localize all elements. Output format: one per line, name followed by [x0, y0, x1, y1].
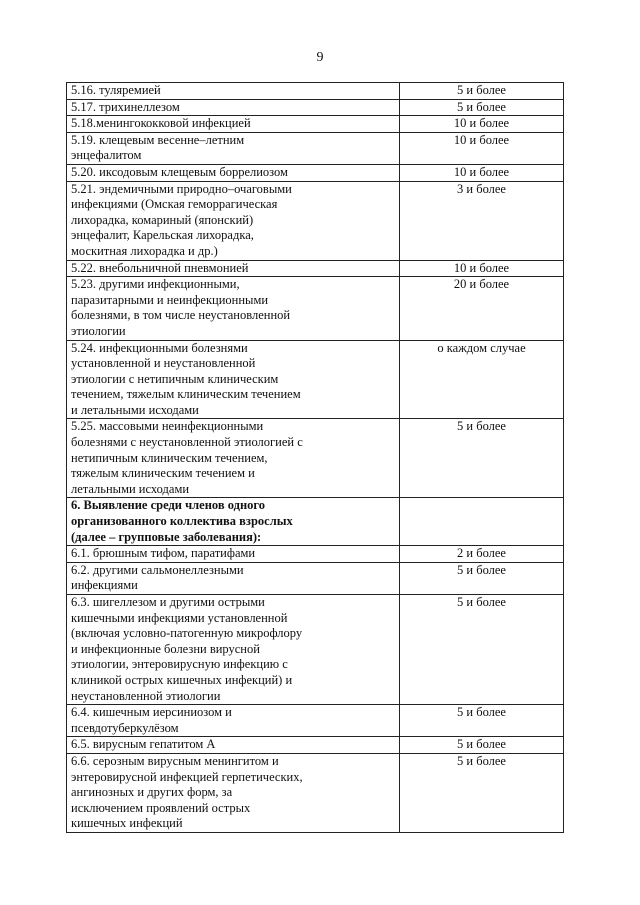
notification-criteria-table	[66, 82, 564, 833]
disease-label-cell: 6.1. брюшным тифом, паратифами	[67, 546, 400, 563]
threshold-value: 5 и более	[457, 705, 506, 720]
table-row	[67, 164, 564, 181]
threshold-value: о каждом случае	[437, 340, 526, 355]
threshold-value: 5 и более	[457, 737, 506, 752]
threshold-cell	[400, 132, 564, 164]
page-number: 9	[316, 50, 324, 65]
table-row	[67, 83, 564, 100]
disease-label-cell: 5.22. внебольничной пневмонией	[67, 260, 400, 277]
threshold-value: 3 и более	[457, 181, 506, 196]
section-heading-cell: 6. Выявление среди членов одного организованного коллектива взрослых (далее – групповые заболевания):	[67, 498, 400, 546]
table-row	[67, 498, 564, 546]
table-row	[67, 340, 564, 419]
threshold-value: 5 и более	[457, 753, 506, 768]
table-row	[67, 737, 564, 754]
table-row	[67, 181, 564, 260]
threshold-cell	[400, 181, 564, 260]
threshold-value: 5 и более	[457, 99, 506, 114]
threshold-cell	[400, 419, 564, 498]
table-row	[67, 132, 564, 164]
table-row	[67, 595, 564, 705]
table-row	[67, 753, 564, 832]
threshold-value: 2 и более	[457, 546, 506, 561]
disease-label-cell: 6.6. серозным вирусным менингитом и энтеровирусной инфекцией герпетических, ангинозных и других форм, за исключением проявлений острых кишечных инфекций	[67, 753, 400, 832]
disease-label-cell: 6.5. вирусным гепатитом А	[67, 737, 400, 754]
table-body	[67, 83, 564, 833]
table-row	[67, 705, 564, 737]
threshold-cell	[400, 116, 564, 133]
threshold-cell	[400, 737, 564, 754]
table-row	[67, 116, 564, 133]
threshold-cell	[400, 562, 564, 594]
disease-label-cell: 6.3. шигеллезом и другими острыми кишечными инфекциями установленной (включая условно-патогенную микрофлору и инфекционные болезни вирусной этиологии, энтеровирусную инфекцию с клиникой острых кишечных инфекций) и неустановленной этиологии	[67, 595, 400, 705]
table-row	[67, 260, 564, 277]
threshold-value: 10 и более	[453, 116, 510, 131]
disease-label-cell: 5.16. туляремией	[67, 83, 400, 100]
table-row	[67, 99, 564, 116]
threshold-cell	[400, 277, 564, 340]
table-row	[67, 419, 564, 498]
disease-label-cell: 6.4. кишечным иерсиниозом и псевдотуберкулёзом	[67, 705, 400, 737]
threshold-cell	[400, 546, 564, 563]
disease-label-cell: 5.21. эндемичными природно–очаговыми инфекциями (Омская геморрагическая лихорадка, комариный (японский) энцефалит, Карельская лихорадка, москитная лихорадка и др.)	[67, 181, 400, 260]
threshold-value: 5 и более	[457, 419, 506, 434]
threshold-value: 10 и более	[453, 164, 510, 179]
threshold-cell	[400, 99, 564, 116]
threshold-value: 10 и более	[453, 260, 510, 275]
disease-label-cell: 5.17. трихинеллезом	[67, 99, 400, 116]
disease-label-cell: 5.25. массовыми неинфекционными болезнями с неустановленной этиологией с нетипичным клиническим течением, тяжелым клиническим течением и летальными исходами	[67, 419, 400, 498]
disease-label-cell: 5.24. инфекционными болезнями установленной и неустановленной этиологии с нетипичным клиническим течением, тяжелым клиническим течением и летальными исходами	[67, 340, 400, 419]
threshold-cell	[400, 260, 564, 277]
threshold-value: 10 и более	[453, 132, 510, 147]
threshold-cell	[400, 498, 564, 546]
table-row	[67, 277, 564, 340]
threshold-value: 5 и более	[457, 562, 506, 577]
threshold-value: 20 и более	[453, 277, 510, 292]
threshold-cell	[400, 595, 564, 705]
disease-label-cell: 6.2. другими сальмонеллезными инфекциями	[67, 562, 400, 594]
threshold-cell	[400, 705, 564, 737]
table-row	[67, 546, 564, 563]
threshold-value: 5 и более	[457, 595, 506, 609]
disease-label-cell: 5.18.менингококковой инфекцией	[67, 116, 400, 133]
threshold-cell	[400, 340, 564, 419]
threshold-cell	[400, 83, 564, 100]
threshold-cell	[400, 753, 564, 832]
threshold-value: 5 и более	[457, 83, 506, 97]
disease-label-cell: 5.23. другими инфекционными, паразитарными и неинфекционными болезнями, в том числе неустановленной этиологии	[67, 277, 400, 340]
disease-label-cell: 5.20. иксодовым клещевым боррелиозом	[67, 164, 400, 181]
table-row	[67, 562, 564, 594]
threshold-cell	[400, 164, 564, 181]
disease-label-cell: 5.19. клещевым весенне–летним энцефалитом	[67, 132, 400, 164]
